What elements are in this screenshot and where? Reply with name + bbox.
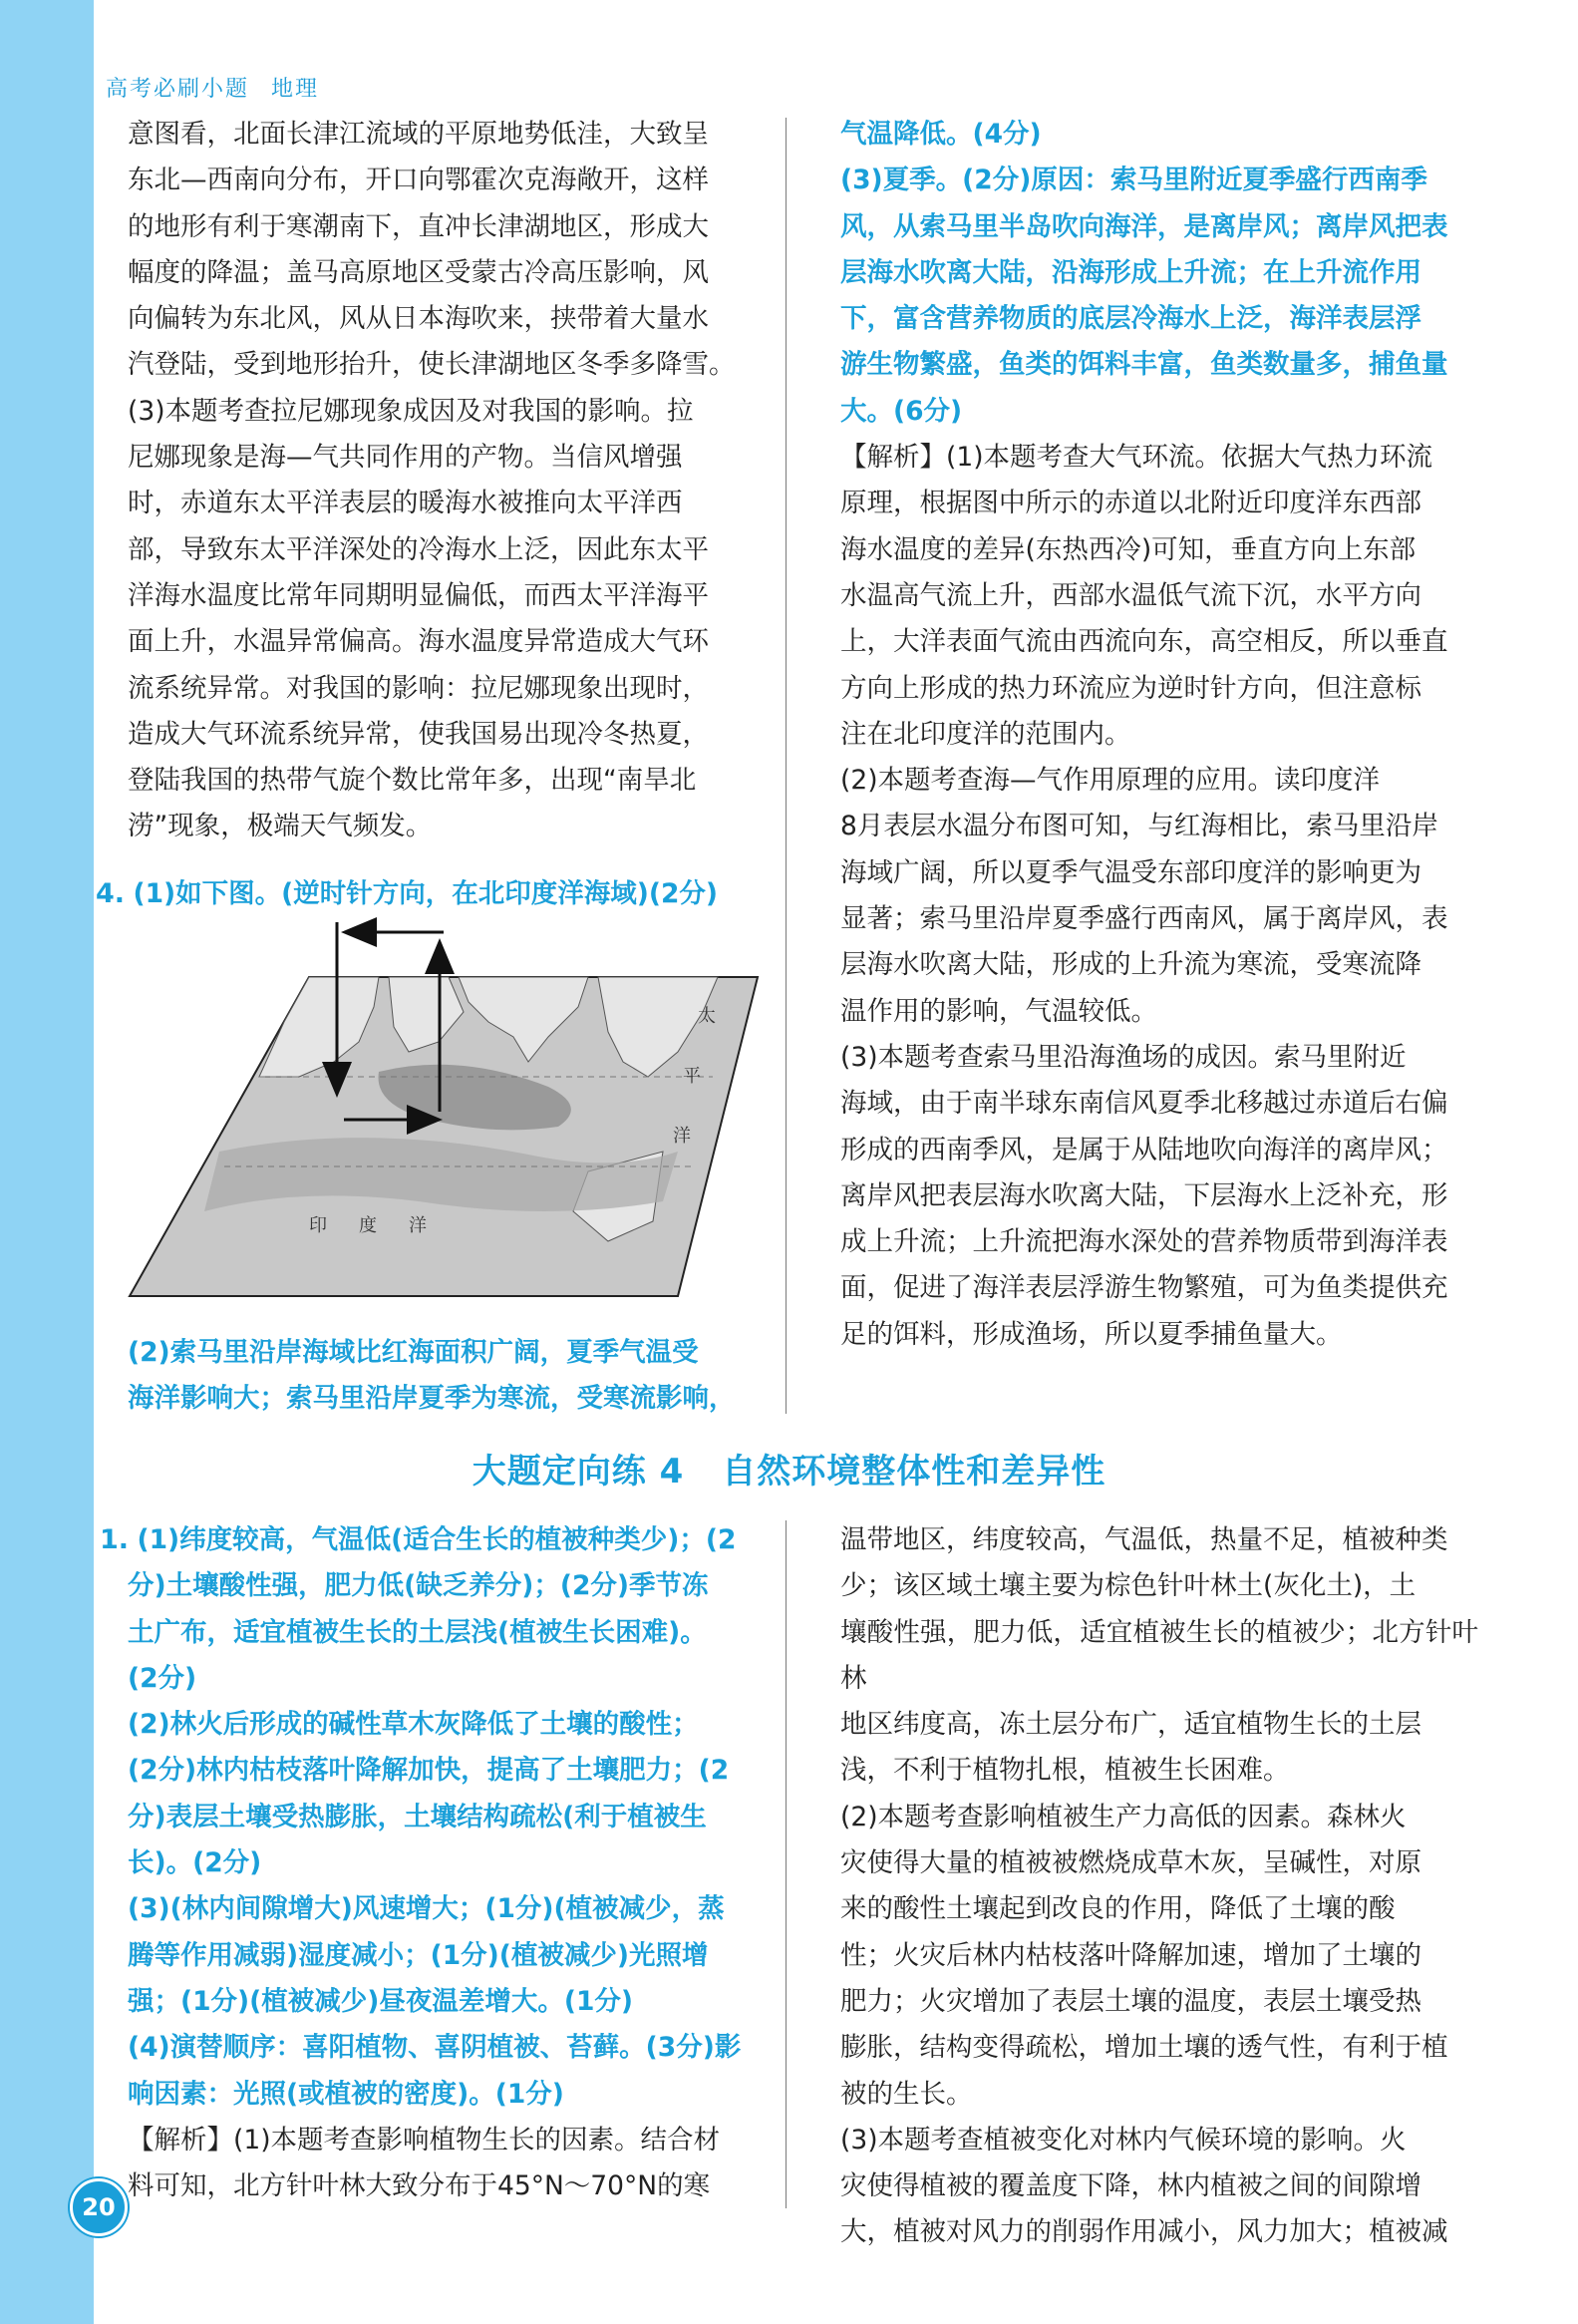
- text-line: 的地形有利于寒潮南下，直冲长津湖地区，形成大: [128, 210, 709, 242]
- column-divider: [786, 1520, 787, 2208]
- analysis-line: 【解析】(1)本题考查影响植物生长的因素。结合材: [128, 2124, 721, 2156]
- bottom-left-column: [100, 1517, 758, 2209]
- analysis-line: 离岸风把表层海水吹离大陆，下层海水上泛补充，形: [840, 1179, 1448, 1211]
- answer-line: 游生物繁盛，鱼类的饵料丰富，鱼类数量多，捕鱼量: [840, 349, 1448, 381]
- ocean-label: 洋: [673, 1126, 691, 1147]
- answer-line: 分)表层土壤受热膨胀，土壤结构疏松(利于植被生: [128, 1801, 707, 1832]
- text-line: 尼娜现象是海—气共同作用的产物。当信风增强: [128, 442, 683, 474]
- answer-line: 响因素：光照(或植被的密度)。(1分): [128, 2078, 564, 2110]
- text-line: 向偏转为东北风，风从日本海吹来，挟带着大量水: [128, 303, 709, 335]
- text-line: 面上升，水温异常偏高。海水温度异常造成大气环: [128, 626, 709, 658]
- analysis-line: (2)本题考查海—气作用原理的应用。读印度洋: [840, 765, 1381, 797]
- text-line: 涝”现象，极端天气频发。: [128, 811, 433, 842]
- ocean-label: 度: [359, 1215, 377, 1236]
- analysis-line: 被的生长。: [840, 2078, 973, 2110]
- analysis-line: 海域广阔，所以夏季气温受东部印度洋的影响更为: [840, 856, 1421, 888]
- analysis-line: 灾使得植被的覆盖度下降，林内植被之间的间隙增: [840, 2170, 1421, 2202]
- text-line: 时，赤道东太平洋表层的暖海水被推向太平洋西: [128, 488, 683, 519]
- text-line: 登陆我国的热带气旋个数比常年多，出现“南旱北: [128, 765, 697, 797]
- analysis-line: 上，大洋表面气流由西流向东，高空相反，所以垂直: [840, 626, 1448, 658]
- text-line: 洋海水温度比常年同期明显偏低，而西太平洋海平: [128, 579, 709, 611]
- analysis-line: 浅，不利于植物扎根，植被生长困难。: [840, 1755, 1290, 1787]
- answer-line: 海洋影响大；索马里沿岸夏季为寒流，受寒流影响，: [128, 1383, 736, 1415]
- analysis-line: 性；火灾后林内枯枝落叶降解加速，增加了土壤的: [840, 1939, 1421, 1971]
- question-4-part-2: [128, 1330, 751, 1423]
- analysis-line: 壤酸性强，肥力低，适宜植被生长的植被少；北方针叶林: [840, 1616, 1478, 1694]
- answer-line: 大。(6分): [840, 395, 963, 427]
- analysis-line: 少；该区域土壤主要为棕色针叶林土(灰化土)，土: [840, 1570, 1417, 1602]
- question-number: 1.: [100, 1524, 130, 1555]
- top-right-column: [840, 112, 1478, 1358]
- analysis-line: 方向上形成的热力环流应为逆时针方向，但注意标: [840, 672, 1421, 704]
- section-topic: 自然环境整体性和差异性: [722, 1452, 1106, 1492]
- answer-line: 风，从索马里半岛吹向海洋，是离岸风；离岸风把表: [840, 210, 1448, 242]
- bottom-right-column: [840, 1517, 1478, 2256]
- analysis-line: 8月表层水温分布图可知，与红海相比，索马里沿岸: [840, 811, 1438, 842]
- analysis-line: 大，植被对风力的削弱作用减小，风力加大；植被减: [840, 2216, 1448, 2248]
- analysis-line: (3)本题考查植被变化对林内气候环境的影响。火: [840, 2124, 1407, 2156]
- side-color-strip: [0, 0, 94, 2324]
- answer-line: (1)纬度较高，气温低(适合生长的植被种类少)；(2: [137, 1524, 737, 1555]
- text-line: 汽登陆，受到地形抬升，使长津湖地区冬季多降雪。: [128, 349, 736, 381]
- ocean-label: 平: [683, 1066, 701, 1087]
- analysis-line: 层海水吹离大陆，形成的上升流为寒流，受寒流降: [840, 949, 1421, 981]
- answer-line: 长)。(2分): [128, 1847, 262, 1879]
- answer-line: (1)如下图。(逆时针方向，在北印度洋海域)(2分): [133, 878, 719, 909]
- answer-line: 气温降低。(4分): [840, 119, 1042, 150]
- answer-line: 层海水吹离大陆，沿海形成上升流；在上升流作用: [840, 256, 1421, 288]
- indian-ocean-map-figure: [120, 902, 768, 1341]
- analysis-line: 足的饵料，形成渔场，所以夏季捕鱼量大。: [840, 1318, 1343, 1350]
- text-line: (3)本题考查拉尼娜现象成因及对我国的影响。拉: [128, 395, 694, 427]
- analysis-line: 料可知，北方针叶林大致分布于45°N～70°N的寒: [128, 2170, 711, 2202]
- answer-line: (2)林火后形成的碱性草木灰降低了土壤的酸性；: [128, 1709, 699, 1741]
- analysis-line: 地区纬度高，冻土层分布广，适宜植物生长的土层: [840, 1709, 1421, 1741]
- ocean-label: 太: [698, 1006, 716, 1027]
- analysis-line: 形成的西南季风，是属于从陆地吹向海洋的离岸风；: [840, 1134, 1448, 1165]
- analysis-line: 水温高气流上升，西部水温低气流下沉，水平方向: [840, 579, 1421, 611]
- answer-line: 分)土壤酸性强，肥力低(缺乏养分)；(2分)季节冻: [128, 1570, 709, 1602]
- analysis-line: 显著；索马里沿岸夏季盛行西南风，属于离岸风，表: [840, 903, 1448, 935]
- analysis-line: (2)本题考查影响植被生产力高低的因素。森林火: [840, 1801, 1407, 1832]
- analysis-line: 来的酸性土壤起到改良的作用，降低了土壤的酸: [840, 1893, 1396, 1925]
- analysis-line: 成上升流；上升流把海水深处的营养物质带到海洋表: [840, 1226, 1448, 1258]
- analysis-line: (3)本题考查索马里沿海渔场的成因。索马里附近: [840, 1041, 1407, 1073]
- section-title: [0, 1444, 1578, 1493]
- text-line: 东北—西南向分布，开口向鄂霍次克海敞开，这样: [128, 165, 709, 196]
- ocean-label: 印: [309, 1215, 327, 1236]
- text-line: 造成大气环流系统异常，使我国易出现冷冬热夏，: [128, 718, 709, 750]
- ocean-label: 洋: [409, 1215, 427, 1236]
- analysis-line: 温带地区，纬度较高，气温低，热量不足，植被种类: [840, 1524, 1448, 1555]
- analysis-line: 注在北印度洋的范围内。: [840, 718, 1131, 750]
- question-number: 4.: [96, 878, 126, 909]
- subject-label: 地理: [271, 77, 320, 102]
- answer-line: 腾等作用减弱)湿度减小；(1分)(植被减少)光照增: [128, 1939, 709, 1971]
- answer-line: (4)演替顺序：喜阳植物、喜阴植被、苔藓。(3分)影: [128, 2032, 742, 2064]
- answer-line: 土广布，适宜植被生长的土层浅(植被生长困难)。: [128, 1616, 707, 1648]
- analysis-line: 海域，由于南半球东南信风夏季北移越过赤道后右偏: [840, 1088, 1448, 1120]
- running-header: [106, 72, 319, 103]
- top-left-column: [128, 112, 751, 850]
- answer-line: (3)夏季。(2分)原因：索马里附近夏季盛行西南季: [840, 165, 1427, 196]
- analysis-line: 海水温度的差异(东热西冷)可知，垂直方向上东部: [840, 533, 1417, 565]
- analysis-line: 原理，根据图中所示的赤道以北附近印度洋东西部: [840, 488, 1421, 519]
- answer-line: (2分)林内枯枝落叶降解加快，提高了土壤肥力；(2: [128, 1755, 730, 1787]
- answer-line: (3)(林内间隙增大)风速增大；(1分)(植被减少，蒸: [128, 1893, 725, 1925]
- text-line: 部，导致东太平洋深处的冷海水上泛，因此东太平: [128, 533, 709, 565]
- analysis-line: 膨胀，结构变得疏松，增加土壤的透气性，有利于植: [840, 2032, 1448, 2064]
- text-line: 流系统异常。对我国的影响：拉尼娜现象出现时，: [128, 672, 709, 704]
- answer-line: 下，富含营养物质的底层冷海水上泛，海洋表层浮: [840, 303, 1421, 335]
- analysis-line: 面，促进了海洋表层浮游生物繁殖，可为鱼类提供充: [840, 1272, 1448, 1304]
- answer-line: (2)索马里沿岸海域比红海面积广阔，夏季气温受: [128, 1337, 699, 1368]
- answer-line: (2分): [128, 1662, 197, 1694]
- analysis-line: 灾使得大量的植被被燃烧成草木灰，呈碱性，对原: [840, 1847, 1421, 1879]
- answer-line: 强；(1分)(植被减少)昼夜温差增大。(1分): [128, 1985, 634, 2017]
- text-line: 意图看，北面长津江流域的平原地势低洼，大致呈: [128, 119, 709, 150]
- analysis-line: 肥力；火灾增加了表层土壤的温度，表层土壤受热: [840, 1985, 1421, 2017]
- page-number-badge: 20: [70, 2178, 128, 2236]
- book-title: 高考必刷小题: [106, 77, 250, 102]
- analysis-line: 【解析】(1)本题考查大气环流。依据大气热力环流: [840, 442, 1433, 474]
- column-divider: [786, 118, 787, 1414]
- analysis-line: 温作用的影响，气温较低。: [840, 995, 1157, 1027]
- text-line: 幅度的降温；盖马高原地区受蒙古冷高压影响，风: [128, 256, 709, 288]
- section-name: 大题定向练 4: [472, 1452, 685, 1492]
